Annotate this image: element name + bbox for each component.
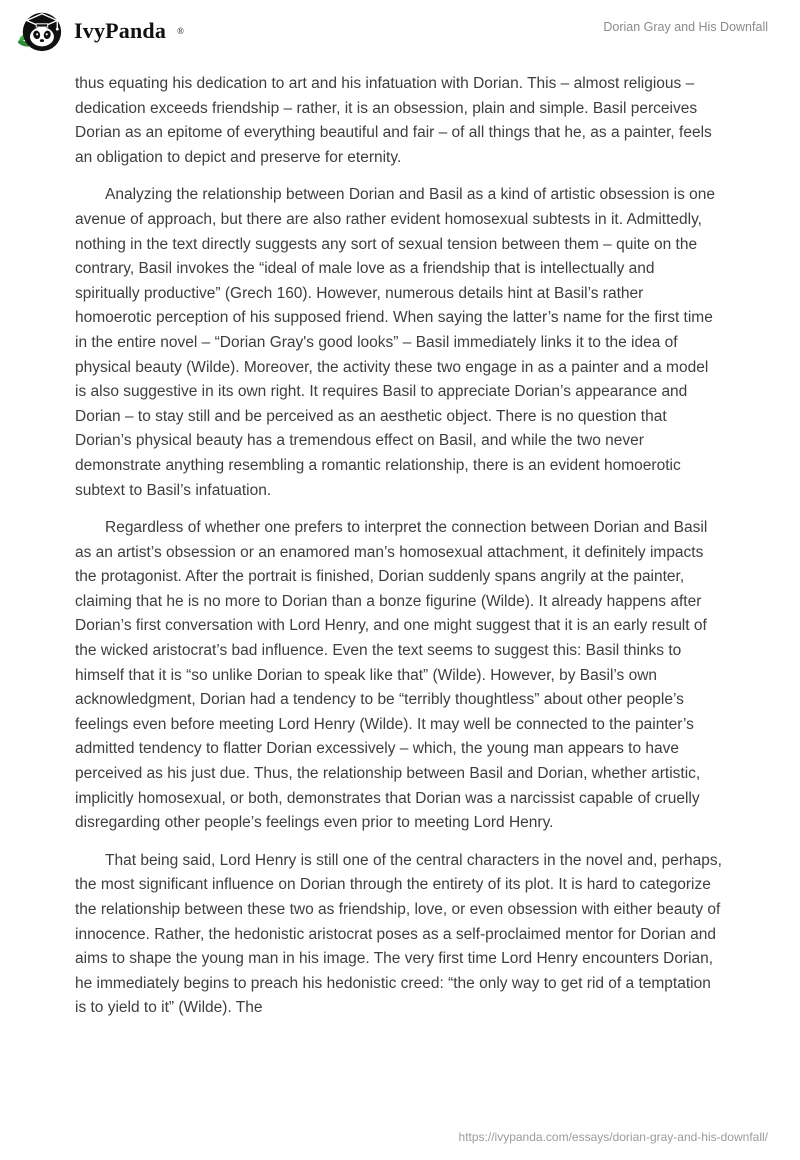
essay-paragraph-2: Analyzing the relationship between Dorian and Basil as a kind of artistic obsession is one avenue of approach, but there are also rather evident homosexual subtests in it. Admittedly, nothing in the text directly suggests any sort of sexual tension between them – quite on the contrary, Basil invokes the “ideal of male love as a friendship that is intellectually and spiritually productive” (Grech 160). However, numerous details hint at Basil’s rather homoerotic perception of his supposed friend. When saying the latter’s name for the first time in the entire novel – “Dorian Gray's good looks” – Basil immediately links it to the idea of physical beauty (Wilde). Moreover, the activity these two engage in as a painter and a model is also suggestive in its own right. It requires Basil to appreciate Dorian’s appearance and Dorian – to stay still and be perceived as an aesthetic object. There is no question that Dorian’s physical beauty has a tremendous effect on Basil, and while the two never demonstrate anything resembling a romantic relationship, there is an evident homoerotic subtext to Basil’s infatuation. xyxy=(75,186,716,499)
essay-paragraph-4: That being said, Lord Henry is still one of the central characters in the novel and, perhaps, the most significant influence on Dorian through the entirety of its plot. It is hard to categorize the relationship between these two as friendship, love, or even obsession with either beauty of innocence. Rather, the hedonistic aristocrat poses as a self-proclaimed mentor for Dorian and aims to shape the young man in his image. The very first time Lord Henry encounters Dorian, he immediately begins to preach his hedonistic creed: “the only way to get rid of a temptation is to yield to it” (Wilde). The xyxy=(75,851,722,1017)
brand-name: IvyPanda xyxy=(74,18,167,43)
document-title: Dorian Gray and His Downfall xyxy=(603,20,768,34)
brand[interactable] xyxy=(18,8,184,54)
essay-paragraph-1: thus equating his dedication to art and his infatuation with Dorian. This – almost religious – dedication exceeds friendship – rather, it is an obsession, plain and simple. Basil perceives Dorian as an epitome of everything beautiful and fair – of all things that he, as a painter, feels an obligation to depict and preserve for eternity. xyxy=(75,75,712,166)
page-footer xyxy=(459,1130,768,1144)
page-header xyxy=(0,0,800,54)
essay-paragraph-3: Regardless of whether one prefers to interpret the connection between Dorian and Basil as an artist’s obsession or an enamored man’s homosexual attachment, it definitely impacts the protagonist. After the portrait is finished, Dorian suddenly spans angrily at the painter, claiming that he is no more to Dorian than a bonze figurine (Wilde). It already happens after Dorian’s first conversation with Lord Henry, and one might suggest that it is an early result of the wicked aristocrat’s bad influence. Even the text seems to suggest this: Basil thinks to himself that it is “so unlike Dorian to speak like that” (Wilde). However, by Basil’s own acknowledgment, Dorian had a tendency to be “terribly thoughtless” about other people’s feelings even before meeting Lord Henry (Wilde). It may well be connected to the painter’s admitted tendency to flatter Dorian excessively – which, the young man appears to have perceived as his just due. Thus, the relationship between Basil and Dorian, whether artistic, implicitly homosexual, or both, demonstrates that Dorian was a narcissist capable of cruelly disregarding other people’s feelings even prior to meeting Lord Henry. xyxy=(75,519,708,832)
ivypanda-logo-icon xyxy=(18,8,64,54)
essay-body xyxy=(0,54,800,1021)
registered-trademark: ® xyxy=(177,26,184,36)
source-url[interactable]: https://ivypanda.com/essays/dorian-gray-and-his-downfall/ xyxy=(458,1130,768,1144)
